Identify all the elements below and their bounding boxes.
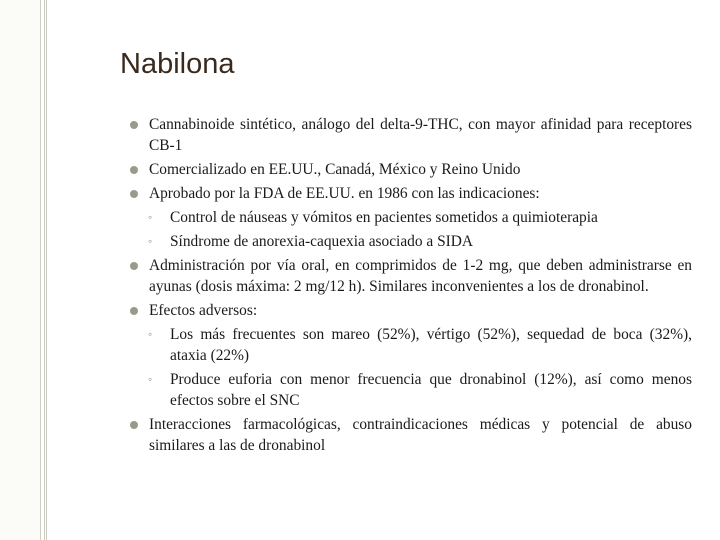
sub-bullet-icon: ◦ bbox=[148, 210, 153, 224]
bullet-icon bbox=[130, 121, 138, 129]
left-border-line bbox=[44, 0, 47, 540]
sub-bullet-icon: ◦ bbox=[148, 372, 153, 386]
sub-bullet-text: Los más frecuentes son mareo (52%), vértigo (52%), sequedad de boca (32%), ataxia (22%) bbox=[170, 326, 692, 364]
bullet-item bbox=[130, 255, 692, 297]
slide-title: Nabilona bbox=[120, 48, 235, 80]
bullet-item bbox=[130, 183, 692, 204]
bullet-item bbox=[130, 159, 692, 180]
left-border-panel bbox=[0, 0, 41, 540]
bullet-text: Aprobado por la FDA de EE.UU. en 1986 con las indicaciones: bbox=[149, 185, 540, 202]
bullet-icon bbox=[130, 262, 138, 270]
bullet-text: Administración por vía oral, en comprimidos de 1-2 mg, que deben administrarse en ayunas (dosis máxima: 2 mg/12 h). Similares inconvenientes a los de dronabinol. bbox=[149, 257, 692, 295]
bullet-icon bbox=[130, 307, 138, 315]
sub-bullet-item bbox=[130, 231, 692, 252]
bullet-list bbox=[130, 114, 692, 456]
sub-bullet-item bbox=[130, 369, 692, 411]
sub-bullet-item bbox=[130, 324, 692, 366]
sub-bullet-text: Produce euforia con menor frecuencia que dronabinol (12%), así como menos efectos sobre el SNC bbox=[170, 371, 692, 409]
bullet-item bbox=[130, 114, 692, 156]
bullet-icon bbox=[130, 190, 138, 198]
bullet-icon bbox=[130, 166, 138, 174]
sub-bullet-text: Control de náuseas y vómitos en pacientes sometidos a quimioterapia bbox=[170, 209, 598, 226]
slide-content bbox=[130, 114, 692, 459]
bullet-item bbox=[130, 300, 692, 321]
bullet-item bbox=[130, 414, 692, 456]
bullet-text: Comercializado en EE.UU., Canadá, México y Reino Unido bbox=[149, 161, 521, 178]
sub-bullet-icon: ◦ bbox=[148, 234, 153, 248]
bullet-text: Cannabinoide sintético, análogo del delta-9-THC, con mayor afinidad para receptores CB-1 bbox=[149, 116, 692, 154]
bullet-text: Efectos adversos: bbox=[149, 302, 258, 319]
sub-bullet-icon: ◦ bbox=[148, 327, 153, 341]
sub-bullet-text: Síndrome de anorexia-caquexia asociado a SIDA bbox=[170, 233, 473, 250]
bullet-icon bbox=[130, 421, 138, 429]
sub-bullet-item bbox=[130, 207, 692, 228]
bullet-text: Interacciones farmacológicas, contraindicaciones médicas y potencial de abuso similares a las de dronabinol bbox=[149, 416, 692, 454]
